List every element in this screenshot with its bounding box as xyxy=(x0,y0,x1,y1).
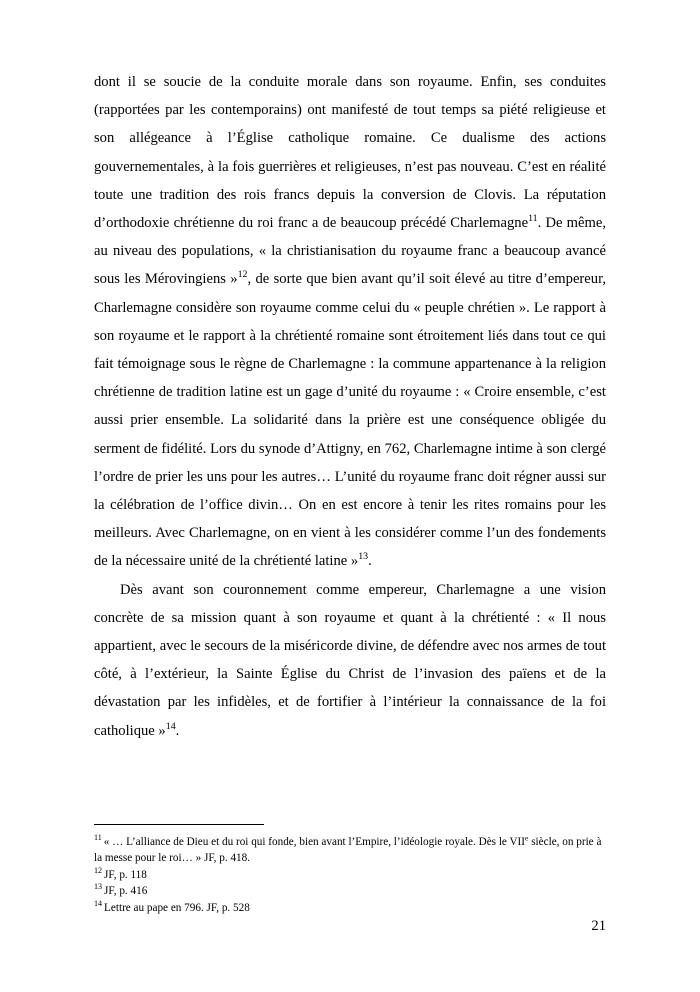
paragraph: dont il se soucie de la conduite morale dans son royaume. Enfin, ses conduites (rapportées par les contemporains) ont manifesté de tout temps sa piété religieuse et son allégeance à l’Église catholique romaine. Ce dualisme des actions gouvernementales, à la fois guerrières et religieuses, n’est pas nouveau. C’est en réalité toute une tradition des rois francs depuis la conversion de Clovis. La réputation d’orthodoxie chrétienne du roi franc a de beaucoup précédé Charlemagne$^{11}$. De même, au niveau des populations, « la christianisation du royaume franc a beaucoup avancé sous les Mérovingiens »$^{12}$, de sorte que bien avant qu’il soit élevé au titre d’empereur, Charlemagne considère son royaume comme celui du « peuple chrétien ». Le rapport à son royaume et le rapport à la chrétienté romaine sont étroitement liés dans tout ce qui fait témoignage sous le règne de Charlemagne : la commune appartenance à la religion chrétienne de tradition latine est un gage d’unité du royaume : « Croire ensemble, c’est aussi prier ensemble. La solidarité dans la prière est une conséquence obligée du serment de fidélité. Lors du synode d’Attigny, en 762, Charlemagne intime à son clergé l’ordre de prier les uns pour les autres… L’unité du royaume franc doit régner aussi sur la célébration de l’office divin… On en est encore à tenir les rites romains pour les meilleurs. Avec Charlemagne, on en vient à les considérer comme l’un des fondements de la nécessaire unité de la chrétienté latine »$^{13}$. xyxy=(94,74,606,570)
footnote-marker: 14 xyxy=(94,898,103,908)
paragraph: Dès avant son couronnement comme empereur, Charlemagne a une vision concrète de sa mission quant à son royaume et quant à la chrétienté : « Il nous appartient, avec le secours de la miséricorde divine, de défendre avec nos armes de tout côté, à l’extérieur, la Sainte Église du Christ de l’invasion des païens et de la dévastation par les infidèles, et de fortifier à l’intérieur la connaissance de la foi catholique »$^{14}$. xyxy=(94,581,606,739)
footnote-marker: 13 xyxy=(94,882,103,892)
footnote-marker: 12 xyxy=(94,866,103,876)
footnote-marker: 11 xyxy=(94,833,102,843)
footnote-reference[interactable]: 12 xyxy=(237,269,248,281)
footnote: $^{11}$ « … L’alliance de Dieu et du roi qui fonde, bien avant l’Empire, l’idéologie royale. Dès le VIIe siècle, on prie à la messe pour le roi… » JF, p. 418. xyxy=(94,833,602,865)
footnote-block xyxy=(94,834,606,916)
body-text-block xyxy=(94,68,606,745)
footnote-reference[interactable]: 14 xyxy=(165,720,176,732)
page-number: 21 xyxy=(591,918,606,934)
footnote-reference[interactable]: 11 xyxy=(528,213,538,225)
footnote: $^{12}$ JF, p. 118 xyxy=(94,866,147,881)
footnote: $^{13}$ JF, p. 416 xyxy=(94,882,148,898)
footnote: $^{14}$ Lettre au pape en 796. JF, p. 528 xyxy=(94,898,250,914)
footnote-reference[interactable]: 13 xyxy=(358,551,369,563)
footnote-reference[interactable]: e xyxy=(525,833,529,843)
footnote-separator xyxy=(94,824,264,825)
